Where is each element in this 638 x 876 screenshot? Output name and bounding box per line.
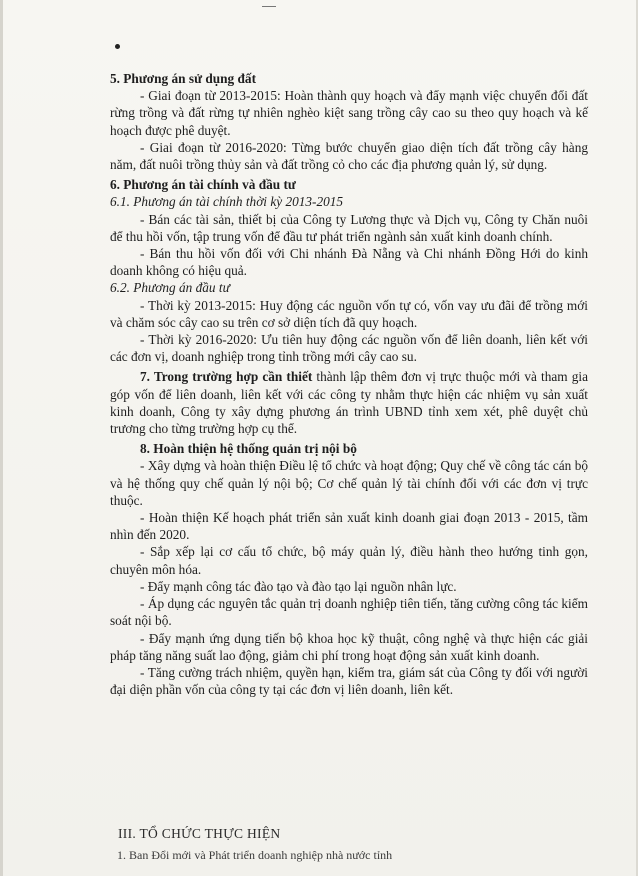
section-7-heading: 7. Trong trường hợp cần thiết	[140, 369, 313, 385]
section-5-paragraph: - Giai đoạn từ 2016-2020: Từng bước chuyển giao diện tích đất trồng cây hàng năm, đất nuôi trồng thủy sản và đất trồng cỏ cho các địa phương quản lý, sử dụng.	[110, 139, 588, 173]
section-iii-line-1: 1. Ban Đổi mới và Phát triển doanh nghiệp nhà nước tỉnh	[117, 848, 393, 862]
section-8-item: - Hoàn thiện Kế hoạch phát triển sản xuất kinh doanh giai đoạn 2013 - 2015, tầm nhìn đến 2020.	[110, 510, 588, 543]
section-6-paragraph: - Bán các tài sản, thiết bị của Công ty Lương thực và Dịch vụ, Công ty Chăn nuôi để thu hồi vốn, tập trung vốn để đầu tư phát triển ngành sản xuất kinh doanh chính.	[110, 211, 588, 244]
section-6-2-subheading: 6.2. Phương án đầu tư	[110, 280, 230, 296]
section-8-item: - Tăng cường trách nhiệm, quyền hạn, kiểm tra, giám sát của Công ty đối với người đại diện phần vốn của công ty tại các đơn vị liên doanh, liên kết.	[110, 664, 588, 698]
section-8-item: - Sắp xếp lại cơ cấu tổ chức, bộ máy quản lý, điều hành theo hướng tinh gọn, chuyên môn hóa.	[110, 544, 588, 577]
section-5-heading: 5. Phương án sử dụng đất	[110, 71, 256, 86]
section-iii-heading: III. TỔ CHỨC THỰC HIỆN	[118, 826, 281, 841]
section-8-item: - Đẩy mạnh ứng dụng tiến bộ khoa học kỹ thuật, công nghệ và thực hiện các giải pháp tăng năng suất lao động, giảm chi phí trong hoạt động sản xuất kinh doanh.	[110, 630, 588, 663]
section-7-paragraph	[110, 368, 588, 437]
section-5-paragraph: - Giai đoạn từ 2013-2015: Hoàn thành quy hoạch và đẩy mạnh việc chuyển đổi đất rừng trồng và đất rừng tự nhiên nghèo kiệt sang trồng cây cao su theo quy hoạch và kế hoạch được phê duyệt.	[110, 88, 588, 138]
section-8-item: - Xây dựng và hoàn thiện Điều lệ tổ chức và hoạt động; Quy chế về công tác cán bộ và hệ thống quy chế quản lý nội bộ; Cơ chế quản lý tài chính đối với các đơn vị trực thuộc.	[110, 458, 588, 508]
scan-edge-left	[0, 0, 3, 876]
section-6-paragraph: - Thời kỳ 2016-2020: Ưu tiên huy động các nguồn vốn để liên doanh, liên kết với các đơn vị, doanh nghiệp trong tỉnh trồng mới cây cao su.	[110, 332, 588, 365]
section-6-paragraph: - Thời kỳ 2013-2015: Huy động các nguồn vốn tự có, vốn vay ưu đãi để trồng mới và chăm sóc cây cao su trên cơ sở diện tích đã quy hoạch.	[110, 297, 588, 330]
section-8-heading: 8. Hoàn thiện hệ thống quản trị nội bộ	[140, 441, 357, 457]
hole-punch-dot	[115, 44, 120, 49]
section-8-item: - Áp dụng các nguyên tắc quản trị doanh nghiệp tiên tiến, tăng cường công tác kiểm soát nội bộ.	[110, 596, 588, 629]
section-8-item: - Đẩy mạnh công tác đào tạo và đào tạo lại nguồn nhân lực.	[140, 578, 457, 594]
section-6-paragraph: - Bán thu hồi vốn đối với Chi nhánh Đà Nẵng và Chi nhánh Đồng Hới do kinh doanh không có hiệu quả.	[110, 246, 588, 279]
section-6-1-subheading: 6.1. Phương án tài chính thời kỳ 2013-2015	[110, 194, 344, 210]
document-body	[110, 70, 588, 698]
scan-artifact-mark	[262, 6, 276, 7]
section-7-text: thành lập thêm đơn vị trực thuộc mới và tham gia góp vốn để liên doanh, liên kết với các công ty nhằm thực hiện các nhiệm vụ sản xuất kinh doanh, Công ty xây dựng phương án trình UBND tỉnh xem xét, phê duyệt chủ trương cho từng trường hợp cụ thể.	[110, 369, 589, 437]
section-6-heading: 6. Phương án tài chính và đầu tư	[110, 177, 296, 193]
